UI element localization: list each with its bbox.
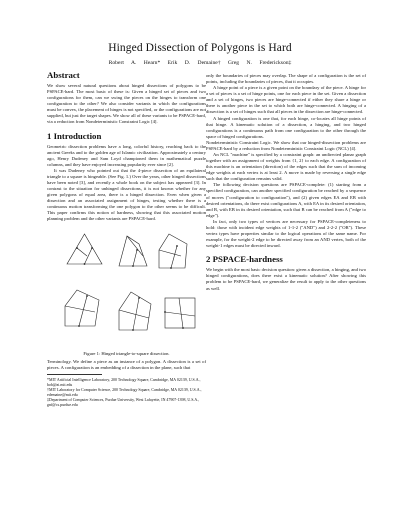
right-paragraph-7: In fact, only two types of vertices are necessary for PSPACE-completeness to hold: those with incident edge weights of 1-1-2 ("AND") and 2-2-2 ("OR"). These vertex types have properties similar to the logical operations of the same name. For example, for the weight-2 edge to be directed away from an AND vertex, both of the weight-1 edges must be directed inward. [206,218,366,249]
right-paragraph-2: A hinge point of a piece is a given point on the boundary of the piece. A hinge for a set of pieces is a set of hinge points, one for each piece in the set. Given a dissection and a set of hinges, two pieces are hinge-connected if either they share a hinge or there is another piece in the set to which both are hinge-connected. A hinging of a dissection is a set of hinges such that all pieces in the dissection are hinge-connected. [206,85,366,115]
left-column [47,70,206,407]
right-paragraph-ncl: Nondeterministic Constraint Logic. We show that our hinged-dissection problems are PSPACE-hard by a reduction from Nondeterministic Constraint Logic (NCL) [4]. [206,139,366,151]
paper-title: Hinged Dissection of Polygons is Hard [108,42,292,54]
abstract-heading: Abstract [47,70,80,80]
section-2-heading: 2 PSPACE-hardness [206,254,283,265]
footnote-2: †MIT Laboratory for Computer Science, 200 Technology Square, Cambridge, MA 02139, U.S.A., edemaine@mit.edu [47,386,202,397]
footnote-3: ‡Department of Computer Sciences, Purdue University, West Lafayette, IN 47907-1398, U.S.A., gnf@cs.purdue.edu [47,397,200,408]
figure-1-caption: Figure 1: Hinged triangle-to-square dissection. [83,350,170,356]
right-paragraph-1: only the boundaries of pieces may overlap. The shape of a configuration is the set of points, including the boundaries of pieces, that it occupies. [206,73,366,85]
triangle-shape [67,234,102,264]
footnote-1: *MIT Artificial Intelligence Laboratory, 200 Technology Square, Cambridge, MA 02139, U.S.A., bob@ai.mit.edu [47,376,201,387]
introduction-heading: 1 Introduction [47,130,102,141]
right-column [206,73,366,292]
figure-1 [47,226,206,349]
square-shape [165,298,195,328]
right-paragraph-6: The following decision questions are PSPACE-complete: (1) starting from a specified configuration, can another specified configuration be reached by a sequence of moves ("configuration to configuration"), and (2) given edges EA and EB with desired orientations, do there exist configurations A, with EA in its desired orientation, and B, with EB in its desired orientation, such that B can be reached from A ("edge to edge"). [206,182,366,218]
right-paragraph-5: An NCL "machine" is specified by a constraint graph: an undirected planar graph together with an assignment of weights from {1, 2} to each edge. A configuration of this machine is an orientation (direction) of the edges such that the sum of incoming edge weights at each vertex is at least 2. A move is made by reversing a single edge such that the configuration remains valid. [206,152,366,182]
terminology-paragraph: Terminology. We define a piece as an instance of a polygon. A dissection is a set of pieces. A configuration is an embedding of a dissection in the plane, such that [47,358,206,370]
right-paragraph-3: A hinged configuration is one that, for each hinge, co-locates all hinge points of that hinge. A kinematic solution of a dissection, a hinging, and two hinged configurations is a continuous path from one configuration to the other through the space of hinged configurations. [206,115,366,139]
right-paragraph-8: We begin with the most basic decision question: given a dissection, a hinging, and two hinged configurations, does there exist a kinematic solution? After showing this problem to be PSPACE-hard, we generalize the result to apply to the other questions as well. [206,267,366,291]
footnote-rule [47,374,102,375]
abstract-text: We show several natural questions about hinged dissections of polygons to be PSPACE-hard. The most basic of these is: Given a hinged set of pieces and two configurations for them, can we swing the pieces on the hinges to transform one configuration to the other? We also consider variants in which the configurations must be convex, the placement of hinges is not specified, or the configurations are not supplied, but just the target shapes. We show all of these variants to be PSPACE-hard, via a reduction from Nondeterministic Constraint Logic [4]. [47,83,206,125]
intro-paragraph-2: It was Dudeney who pointed out that the 4-piece dissection of an equilateral triangle to a square is hingeable. (See Fig. 1.) Over the years, other hinged dissections have been noted [3], and recently a whole book on the subject has appeared [3]. In contrast to the situation for unhinged dissections, it is not known whether for any given polygons of equal area, there is a hinged dissection. Even when given a dissection and an associated assignment of hinges, testing whether there is a continuous motion transforming the one polygon to the other seems to be difficult. This paper confirms this notion of hardness, showing that this associated motion planning problem and the other variants are PSPACE-hard. [47,167,206,222]
hinged-dissection-drawing [47,226,206,349]
intro-paragraph-1: Geometric dissection problems have a long, colorful history, reaching back to the ancient Greeks and to the golden age of Islamic civilization. Approximately a century ago, Henry Dudeney and Sam Loyd championed them in mathematical puzzle columns, and they have enjoyed increasing popularity ever since [2]. [47,143,206,167]
paper-authors: Robert A. Hearn* Erik D. Demaine† Greg N. Frederickson‡ [108,60,292,66]
